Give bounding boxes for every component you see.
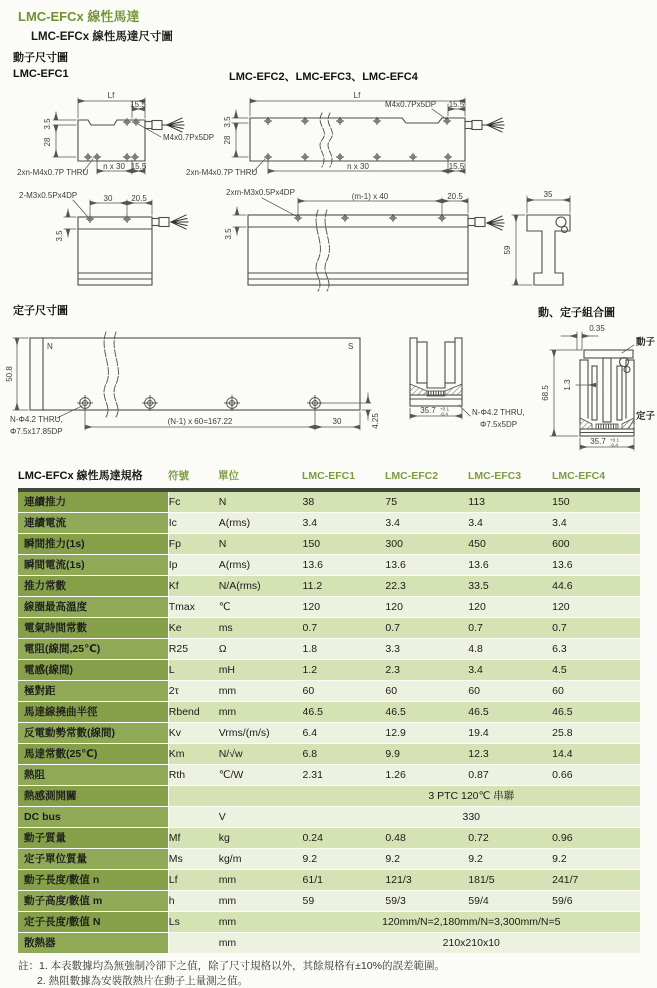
row-value: 150 [552, 496, 570, 508]
row-value: 33.5 [468, 580, 489, 592]
footnote-1: 註：1. 本表數據均為無強制冷卻下之值，除了尺寸規格以外，其餘規格有±10%的誤差範圍。 [18, 960, 445, 972]
row-value: 9.9 [385, 748, 401, 760]
drawing-stator-section [410, 338, 525, 429]
dim-label: 68.5 [541, 385, 550, 401]
row-value: 121/3 [385, 874, 412, 886]
row-symbol: h [168, 895, 175, 907]
drawing-label: N [47, 342, 53, 351]
dim-label: 59 [503, 245, 512, 255]
row-value: 241/7 [552, 874, 579, 886]
dim-label: 35 [543, 190, 553, 199]
row-value: 6.4 [302, 727, 318, 739]
dim-label: 2-M3x0.5Px4DP [19, 191, 78, 200]
dim-label: 2xm-M3x0.5Px4DP [226, 188, 295, 197]
row-label: 瞬間推力(1s) [18, 534, 169, 554]
dim-label: 50.8 [5, 366, 14, 382]
mover-label: 動子 [636, 337, 656, 348]
drawing-efc1-side [19, 191, 188, 285]
dim-label: 15.5 [130, 100, 146, 109]
dim-label: 30 [332, 417, 342, 426]
row-symbol [169, 933, 219, 953]
row-value: 1.2 [302, 664, 318, 676]
spec-table-body [18, 492, 640, 954]
row-value: 0.7 [552, 622, 567, 634]
dim-label: n x 30 [347, 162, 369, 171]
row-symbol: 2τ [168, 685, 179, 697]
row-value: 2.31 [302, 769, 323, 781]
row-symbol: R25 [168, 643, 189, 655]
row-value: 38 [302, 496, 315, 508]
spec-row [18, 870, 640, 891]
section-assembly-title: 動、定子組合圖 [538, 307, 615, 319]
row-value: 46.5 [552, 706, 573, 718]
spec-row [18, 576, 640, 597]
row-value: 4.5 [552, 664, 567, 676]
row-label: 動子長度/數值 n [18, 870, 169, 890]
row-unit: V [218, 811, 226, 823]
spec-row [18, 681, 640, 702]
row-value: 12.3 [468, 748, 489, 760]
row-value: 3.4 [468, 517, 483, 529]
row-unit: mm [218, 895, 237, 907]
row-value: 0.48 [385, 832, 406, 844]
row-symbol: Rbend [168, 706, 200, 718]
spec-row [18, 807, 640, 828]
row-value: 46.5 [385, 706, 406, 718]
row-value: 14.4 [552, 748, 573, 760]
row-value: 0.24 [302, 832, 323, 844]
row-label: 線圈最高溫度 [18, 597, 169, 617]
col-header-efc3: LMC-EFC3 [468, 470, 522, 482]
spec-row [18, 891, 640, 912]
row-unit: A(rms) [218, 517, 251, 529]
row-value: 46.5 [302, 706, 323, 718]
spec-row [18, 744, 640, 765]
dim-label: Φ7.5x17.85DP [10, 427, 63, 436]
section-mover-title: 動子尺寸圖 [13, 52, 68, 64]
dim-label: 15.5 [448, 162, 465, 171]
row-value: 11.2 [302, 580, 323, 592]
dim-label: 35.7 [590, 437, 606, 446]
row-value: 59 [302, 895, 315, 907]
row-unit: N [218, 496, 227, 508]
dim-label: n x 30 [103, 162, 125, 171]
row-label: 馬達常數(25℃) [18, 744, 169, 764]
label-efc234: LMC-EFC2、LMC-EFC3、LMC-EFC4 [229, 71, 418, 83]
row-label: 馬達線撓曲半徑 [18, 702, 169, 722]
row-label: 熱阻 [18, 765, 169, 785]
row-value: 300 [385, 538, 403, 550]
row-value: 120 [468, 601, 486, 613]
row-value: 13.6 [468, 559, 489, 571]
dim-label: 35.7 [420, 406, 436, 415]
row-unit: Vrms/(m/s) [218, 727, 270, 739]
row-value: 450 [468, 538, 486, 550]
col-header-symbol: 符號 [168, 470, 189, 482]
row-value: 120 [552, 601, 570, 613]
spec-table [18, 467, 640, 954]
dim-label: 20.5 [131, 194, 147, 203]
drawing-mover-section [503, 190, 570, 285]
dim-label: M4x0.7Px5DP [163, 133, 215, 142]
row-value: 6.3 [552, 643, 567, 655]
spec-row [18, 849, 640, 870]
row-value: 60 [468, 685, 480, 697]
row-value: 61/1 [302, 874, 323, 886]
row-symbol: Tmax [168, 601, 196, 613]
dim-label: Φ7.5x5DP [480, 420, 518, 429]
row-value: 120 [302, 601, 321, 613]
spec-row [18, 639, 640, 660]
row-value: 0.87 [468, 769, 489, 781]
spec-row [18, 933, 640, 954]
dim-label: 28 [223, 135, 232, 145]
spec-row [18, 660, 640, 681]
row-symbol: Ls [168, 916, 180, 928]
drawing-efc234-side [224, 188, 504, 291]
row-symbol: Rth [168, 769, 186, 781]
row-unit: mm [218, 685, 237, 697]
row-span-value: 120mm/N=2,180mm/N=3,300mm/N=5 [382, 916, 561, 928]
row-symbol: L [168, 664, 175, 676]
row-value: 3.4 [552, 517, 567, 529]
spec-row [18, 786, 640, 807]
page-title: LMC-EFCx 線性馬達 [18, 9, 140, 24]
row-symbol: Ms [168, 853, 183, 865]
dim-label: (m-1) x 40 [351, 192, 389, 201]
spec-row [18, 513, 640, 534]
spec-row [18, 492, 640, 513]
dim-label: 20.5 [447, 192, 463, 201]
row-value: 0.96 [552, 832, 573, 844]
col-header-efc2: LMC-EFC2 [385, 470, 439, 482]
row-label: 散熱器 [18, 933, 169, 953]
row-label: DC bus [18, 807, 169, 827]
row-unit: ℃/W [218, 769, 244, 781]
row-value: 6.8 [302, 748, 318, 760]
row-unit: mm [218, 706, 237, 718]
row-value: 60 [302, 685, 315, 697]
row-value: 0.7 [468, 622, 483, 634]
page-subtitle: LMC-EFCx 線性馬達尺寸圖 [31, 31, 173, 43]
row-value: 9.2 [302, 853, 318, 865]
row-value: 150 [302, 538, 321, 550]
label-efc1: LMC-EFC1 [13, 68, 69, 80]
row-value: 60 [385, 685, 398, 697]
row-value: 75 [385, 496, 398, 508]
dim-label: Lf [353, 91, 361, 100]
dim-label: 3.5 [55, 230, 64, 242]
dim-tolerance: +0.1 [610, 437, 620, 443]
row-label: 熱感測開關 [18, 786, 169, 806]
row-value: 46.5 [468, 706, 489, 718]
row-span-value: 210x210x10 [442, 937, 500, 949]
row-value: 2.3 [385, 664, 401, 676]
row-value: 1.8 [302, 643, 318, 655]
row-label: 動子高度/數值 m [18, 891, 169, 911]
row-unit: kg/m [218, 853, 242, 865]
spec-row [18, 702, 640, 723]
row-unit: mm [218, 937, 237, 949]
dim-label: 4.25 [371, 413, 380, 429]
row-value: 59/3 [385, 895, 406, 907]
dim-label: Lf [107, 91, 115, 100]
row-symbol: Kf [168, 580, 179, 592]
spec-row [18, 912, 640, 933]
row-value: 3.4 [468, 664, 483, 676]
row-value: 0.66 [552, 769, 573, 781]
row-value: 25.8 [552, 727, 573, 739]
row-value: 0.72 [468, 832, 489, 844]
row-symbol: Ip [168, 559, 178, 571]
row-value: 59/4 [468, 895, 489, 907]
dim-label: 28 [43, 137, 52, 147]
dim-tolerance: -0.4 [440, 411, 448, 417]
row-value: 12.9 [385, 727, 406, 739]
spec-table-title: LMC-EFCx 線性馬達規格 [18, 470, 143, 482]
row-value: 181/5 [468, 874, 495, 886]
row-value: 19.4 [468, 727, 489, 739]
drawing-efc1-top [17, 91, 214, 177]
spec-row [18, 723, 640, 744]
dim-label: 3.5 [223, 116, 232, 128]
row-unit [219, 786, 303, 806]
row-unit: ℃ [218, 601, 231, 613]
row-label: 反電動勢常數(線間) [18, 723, 169, 743]
spec-row [18, 618, 640, 639]
row-unit: mm [218, 916, 237, 928]
dim-label: 1.3 [563, 379, 572, 391]
row-label: 連續電流 [18, 513, 169, 533]
row-unit: Ω [218, 643, 227, 655]
col-header-efc1: LMC-EFC1 [302, 470, 356, 482]
row-label: 連續推力 [18, 492, 169, 512]
row-symbol: Fc [168, 496, 181, 508]
row-unit: kg [218, 832, 230, 844]
row-symbol: Mf [168, 832, 181, 844]
row-value: 3.4 [302, 517, 318, 529]
row-unit: mm [218, 874, 237, 886]
dim-tolerance: -0.4 [610, 442, 618, 448]
row-label: 定子單位質量 [18, 849, 169, 869]
row-symbol [169, 786, 219, 806]
row-label: 電阻(線間,25℃) [18, 639, 169, 659]
dim-label: 2xn-M4x0.7P THRU [17, 168, 89, 177]
drawing-stator-top [5, 332, 380, 436]
dim-label: 30 [103, 194, 113, 203]
dimension-drawings [0, 88, 657, 466]
stator-label: 定子 [636, 411, 656, 422]
row-value: 3.4 [385, 517, 401, 529]
row-value: 600 [552, 538, 570, 550]
row-symbol: Fp [168, 538, 182, 550]
dim-label: M4x0.7Px5DP [385, 100, 437, 109]
spec-row [18, 534, 640, 555]
row-symbol [169, 807, 219, 827]
row-value: 44.6 [552, 580, 573, 592]
col-header-efc4: LMC-EFC4 [552, 470, 606, 482]
row-unit: A(rms) [218, 559, 251, 571]
row-value: 0.7 [385, 622, 401, 634]
section-stator-title: 定子尺寸圖 [13, 305, 68, 317]
row-value: 13.6 [552, 559, 573, 571]
drawing-label: S [348, 342, 354, 351]
row-value: 9.2 [552, 853, 567, 865]
dim-label: 2xn-M4x0.7P THRU [186, 168, 258, 177]
spec-row [18, 765, 640, 786]
footnote-2: 2. 熱阻數據為安裝散熱片在動子上量測之值。 [37, 975, 249, 987]
row-span-value: 3 PTC 120℃ 串聯 [428, 790, 515, 802]
row-label: 電氣時間常數 [18, 618, 169, 638]
col-header-unit: 單位 [218, 470, 239, 482]
row-value: 0.7 [302, 622, 318, 634]
row-span-value: 330 [462, 811, 481, 823]
dim-label: 0.35 [589, 324, 605, 333]
dim-label: 15.5 [130, 162, 147, 171]
dim-label: N-Φ4.2 THRU, [10, 415, 63, 424]
row-unit: N/A(rms) [218, 580, 261, 592]
spec-row [18, 597, 640, 618]
row-symbol: Kv [168, 727, 182, 739]
row-value: 9.2 [385, 853, 401, 865]
row-symbol: Ic [168, 517, 177, 529]
row-unit: N [218, 538, 227, 550]
spec-row [18, 555, 640, 576]
row-value: 120 [385, 601, 403, 613]
row-label: 定子長度/數值 N [18, 912, 169, 932]
row-value: 1.26 [385, 769, 406, 781]
drawing-efc234-top [186, 91, 504, 177]
row-value: 4.8 [468, 643, 483, 655]
row-value: 22.3 [385, 580, 406, 592]
row-value: 13.6 [385, 559, 406, 571]
row-unit: mH [218, 664, 236, 676]
drawing-assembly [541, 324, 656, 450]
row-symbol: Km [168, 748, 185, 760]
row-label: 電感(線間) [18, 660, 169, 680]
row-value: 9.2 [468, 853, 483, 865]
row-value: 13.6 [302, 559, 323, 571]
row-label: 瞬間電流(1s) [18, 555, 169, 575]
row-value: 113 [468, 496, 486, 508]
row-symbol: Lf [168, 874, 178, 886]
row-symbol: Ke [168, 622, 182, 634]
dim-label: 3.5 [224, 228, 233, 240]
row-value: 60 [552, 685, 564, 697]
dim-label: (N-1) x 60=167.22 [167, 417, 233, 426]
row-label: 推力常數 [18, 576, 169, 596]
spec-table-header [18, 467, 640, 486]
row-label: 極對距 [18, 681, 169, 701]
row-value: 3.3 [385, 643, 401, 655]
dim-label: 15.5 [448, 100, 465, 109]
dim-tolerance: +0.1 [440, 406, 450, 412]
row-unit: ms [218, 622, 233, 634]
spec-row [18, 828, 640, 849]
row-label: 動子質量 [18, 828, 169, 848]
dim-label: N-Φ4.2 THRU, [472, 408, 525, 417]
row-value: 59/6 [552, 895, 573, 907]
row-unit: N/√w [218, 748, 243, 760]
dim-label: 3.5 [43, 118, 52, 130]
